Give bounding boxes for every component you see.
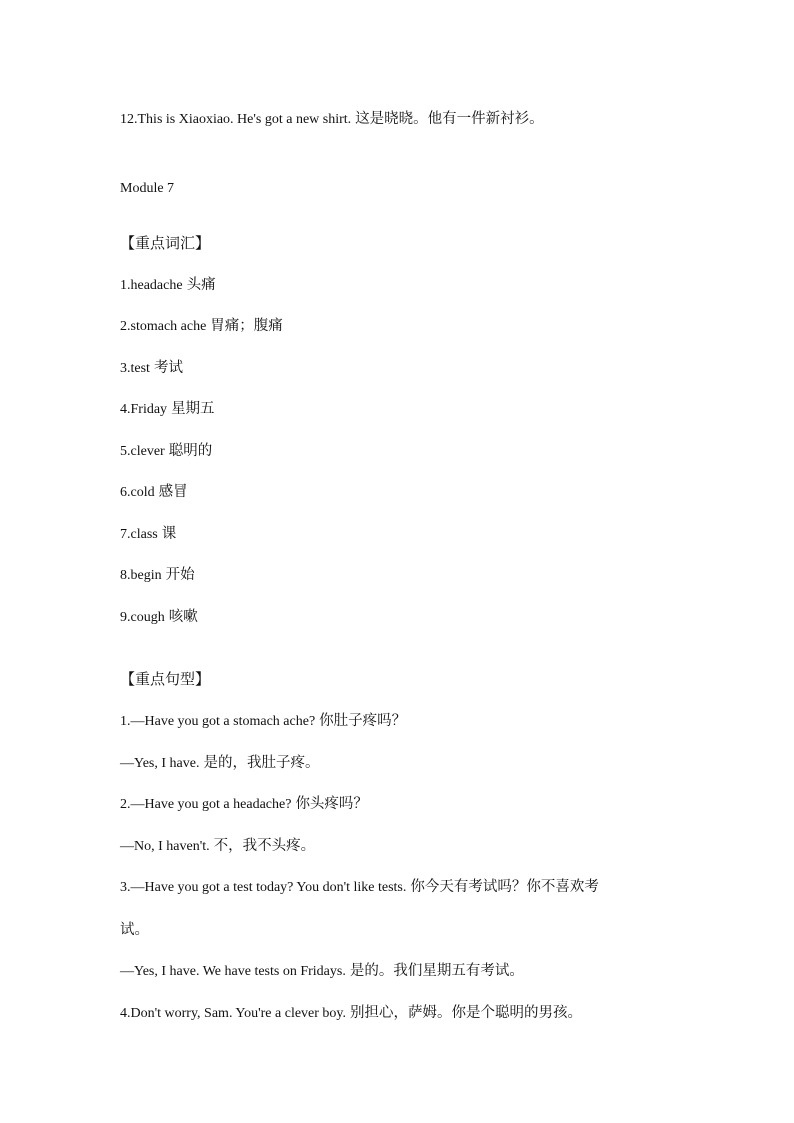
sentence-line — [120, 753, 319, 774]
sentence-chinese: 是的。我们星期五有考试。 — [349, 963, 524, 979]
sentence-english: —Yes, I have. — [120, 756, 200, 771]
vocab-word: 1.headache — [120, 278, 183, 293]
vocab-meaning: 开始 — [165, 567, 195, 583]
intro-english: 12.This is Xiaoxiao. He's got a new shirt. — [120, 112, 352, 127]
sentence-line — [120, 711, 406, 732]
sentence-english: 4.Don't worry, Sam. You're a clever boy. — [120, 1006, 347, 1021]
sentence-chinese: 别担心，萨姆。你是个聪明的男孩。 — [350, 1005, 583, 1021]
sentence-english: 2.—Have you got a headache? — [120, 797, 292, 812]
vocab-meaning: 考试 — [153, 360, 183, 376]
sentence-english: 1.—Have you got a stomach ache? — [120, 714, 316, 729]
sentence-chinese: 不，我不头疼。 — [213, 838, 316, 854]
vocab-item-5 — [120, 441, 212, 462]
intro-chinese: 这是晓晓。他有一件新衬衫。 — [355, 111, 544, 127]
vocab-item-9 — [120, 607, 198, 628]
sentence-chinese: 你肚子疼吗？ — [319, 713, 407, 729]
sentence-english: —No, I haven't. — [120, 839, 210, 854]
sentence-chinese: 是的，我肚子疼。 — [203, 755, 320, 771]
vocab-meaning: 头痛 — [186, 277, 216, 293]
vocab-word: 5.clever — [120, 444, 165, 459]
sentence-line — [120, 961, 524, 982]
vocab-item-3 — [120, 358, 183, 379]
vocab-item-4 — [120, 399, 215, 420]
sentence-line — [120, 877, 599, 898]
vocab-word: 9.cough — [120, 610, 165, 625]
sentence-chinese: 试。 — [120, 922, 149, 938]
module-title: Module 7 — [120, 181, 175, 196]
vocab-meaning: 感冒 — [158, 484, 188, 500]
vocab-word: 8.begin — [120, 568, 162, 583]
sentence-line-continued — [120, 920, 149, 941]
sentence-line — [120, 794, 368, 815]
vocab-item-2 — [120, 316, 283, 337]
sentence-english: 3.—Have you got a test today? You don't like tests. — [120, 880, 407, 895]
vocab-word: 3.test — [120, 361, 150, 376]
sentence-english: —Yes, I have. We have tests on Fridays. — [120, 964, 346, 979]
intro-line — [120, 109, 544, 130]
vocab-meaning: 聪明的 — [168, 443, 213, 459]
sentence-chinese: 你头疼吗？ — [295, 796, 368, 812]
vocab-meaning: 星期五 — [171, 401, 215, 417]
vocab-word: 6.cold — [120, 485, 155, 500]
vocab-meaning: 咳嗽 — [168, 609, 198, 625]
sentence-line — [120, 836, 315, 857]
vocab-item-7 — [120, 524, 176, 545]
sentence-line — [120, 1003, 582, 1024]
vocab-word: 2.stomach ache — [120, 319, 207, 334]
vocab-item-6 — [120, 482, 188, 503]
vocab-heading: 【重点词汇】 — [120, 234, 211, 252]
vocab-meaning: 胃痛；腹痛 — [210, 318, 283, 334]
vocab-meaning: 课 — [161, 526, 177, 542]
vocab-word: 4.Friday — [120, 402, 168, 417]
vocab-word: 7.class — [120, 527, 158, 542]
sentences-heading: 【重点句型】 — [120, 670, 211, 688]
vocab-item-8 — [120, 565, 195, 586]
vocab-item-1 — [120, 275, 216, 296]
sentence-chinese: 你今天有考试吗？你不喜欢考 — [410, 879, 599, 895]
